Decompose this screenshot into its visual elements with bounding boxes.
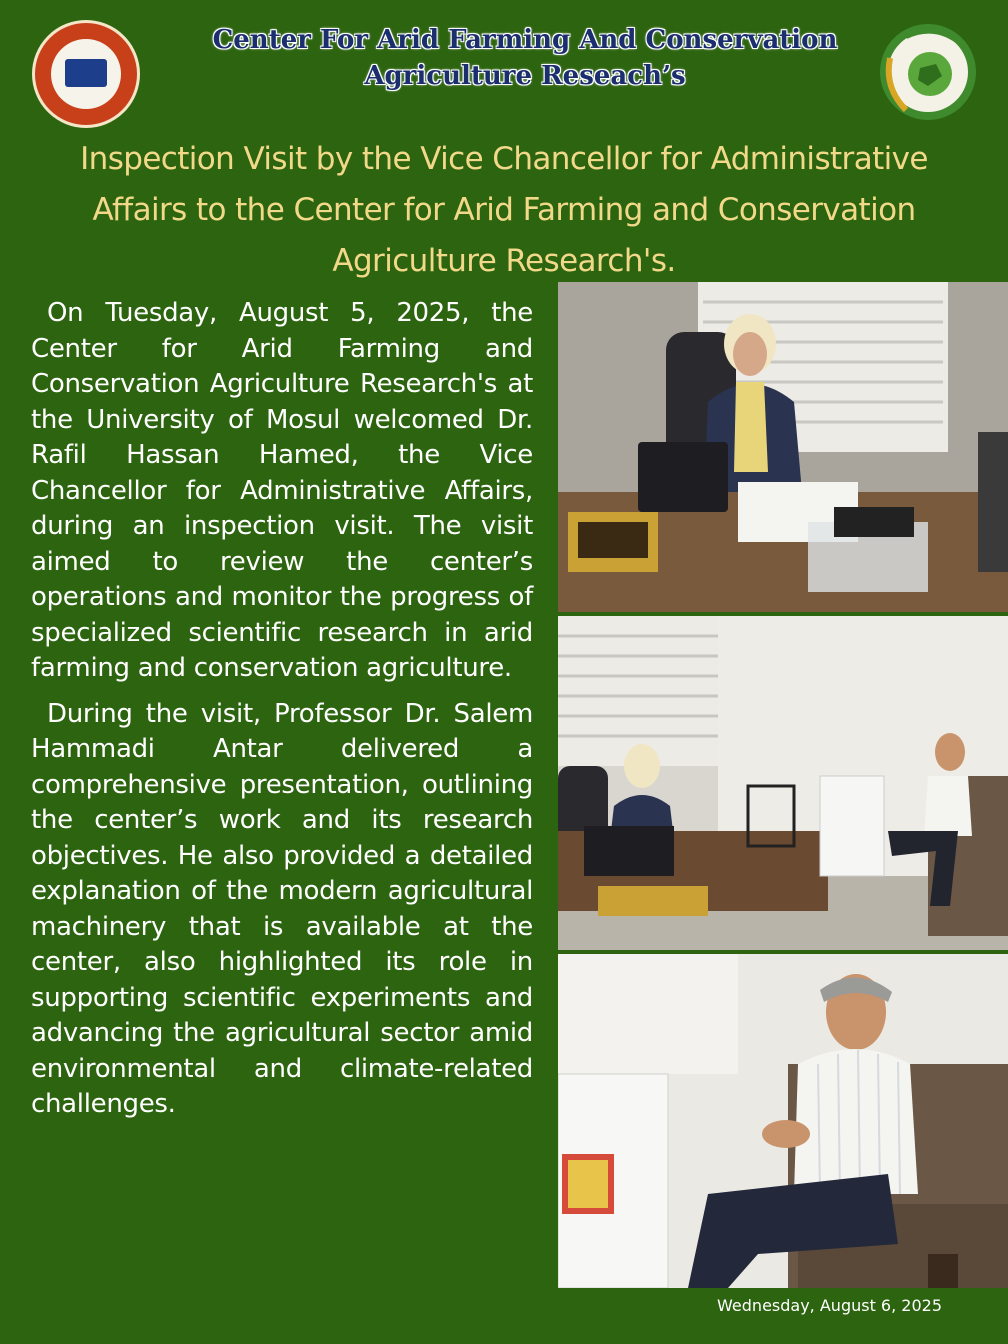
center-title-line-2: Agriculture Reseach’s <box>364 61 686 91</box>
office-desk-photo <box>558 282 1008 612</box>
publish-date: Wednesday, August 6, 2025 <box>717 1296 942 1315</box>
office-meeting-photo <box>558 616 1008 950</box>
headline-line-3: Agriculture Research's. <box>332 243 676 279</box>
article-body <box>31 296 533 1133</box>
body-paragraph-2: During the visit, Professor Dr. Salem Hammadi Antar delivered a comprehensive presentation, outlining the center’s work and its research objectives. He also provided a detailed explanation of the modern agricultural machinery that is available at the center, also highlighted its role in supporting scientific experiments and advancing the agricultural sector amid environmental and climate-related challenges. <box>31 698 533 1119</box>
university-logo <box>32 20 140 128</box>
center-title-line-1: Center For Arid Farming And Conservation <box>212 25 838 55</box>
seated-visitor-photo <box>558 954 1008 1288</box>
center-title <box>150 22 900 94</box>
article-headline <box>10 134 998 287</box>
headline-line-1: Inspection Visit by the Vice Chancellor for Administrative <box>80 141 928 177</box>
book-icon <box>65 59 107 87</box>
headline-line-2: Affairs to the Center for Arid Farming and Conservation <box>92 192 916 228</box>
logo-inner-disc <box>51 39 121 109</box>
body-paragraph-1: On Tuesday, August 5, 2025, the Center for Arid Farming and Conservation Agriculture Research's at the University of Mosul welcomed Dr. Rafil Hassan Hamed, the Vice Chancellor for Administrative Affairs, during an inspection visit. The visit aimed to review the center’s operations and monitor the progress of specialized scientific research in arid farming and conservation agriculture. <box>31 298 533 683</box>
